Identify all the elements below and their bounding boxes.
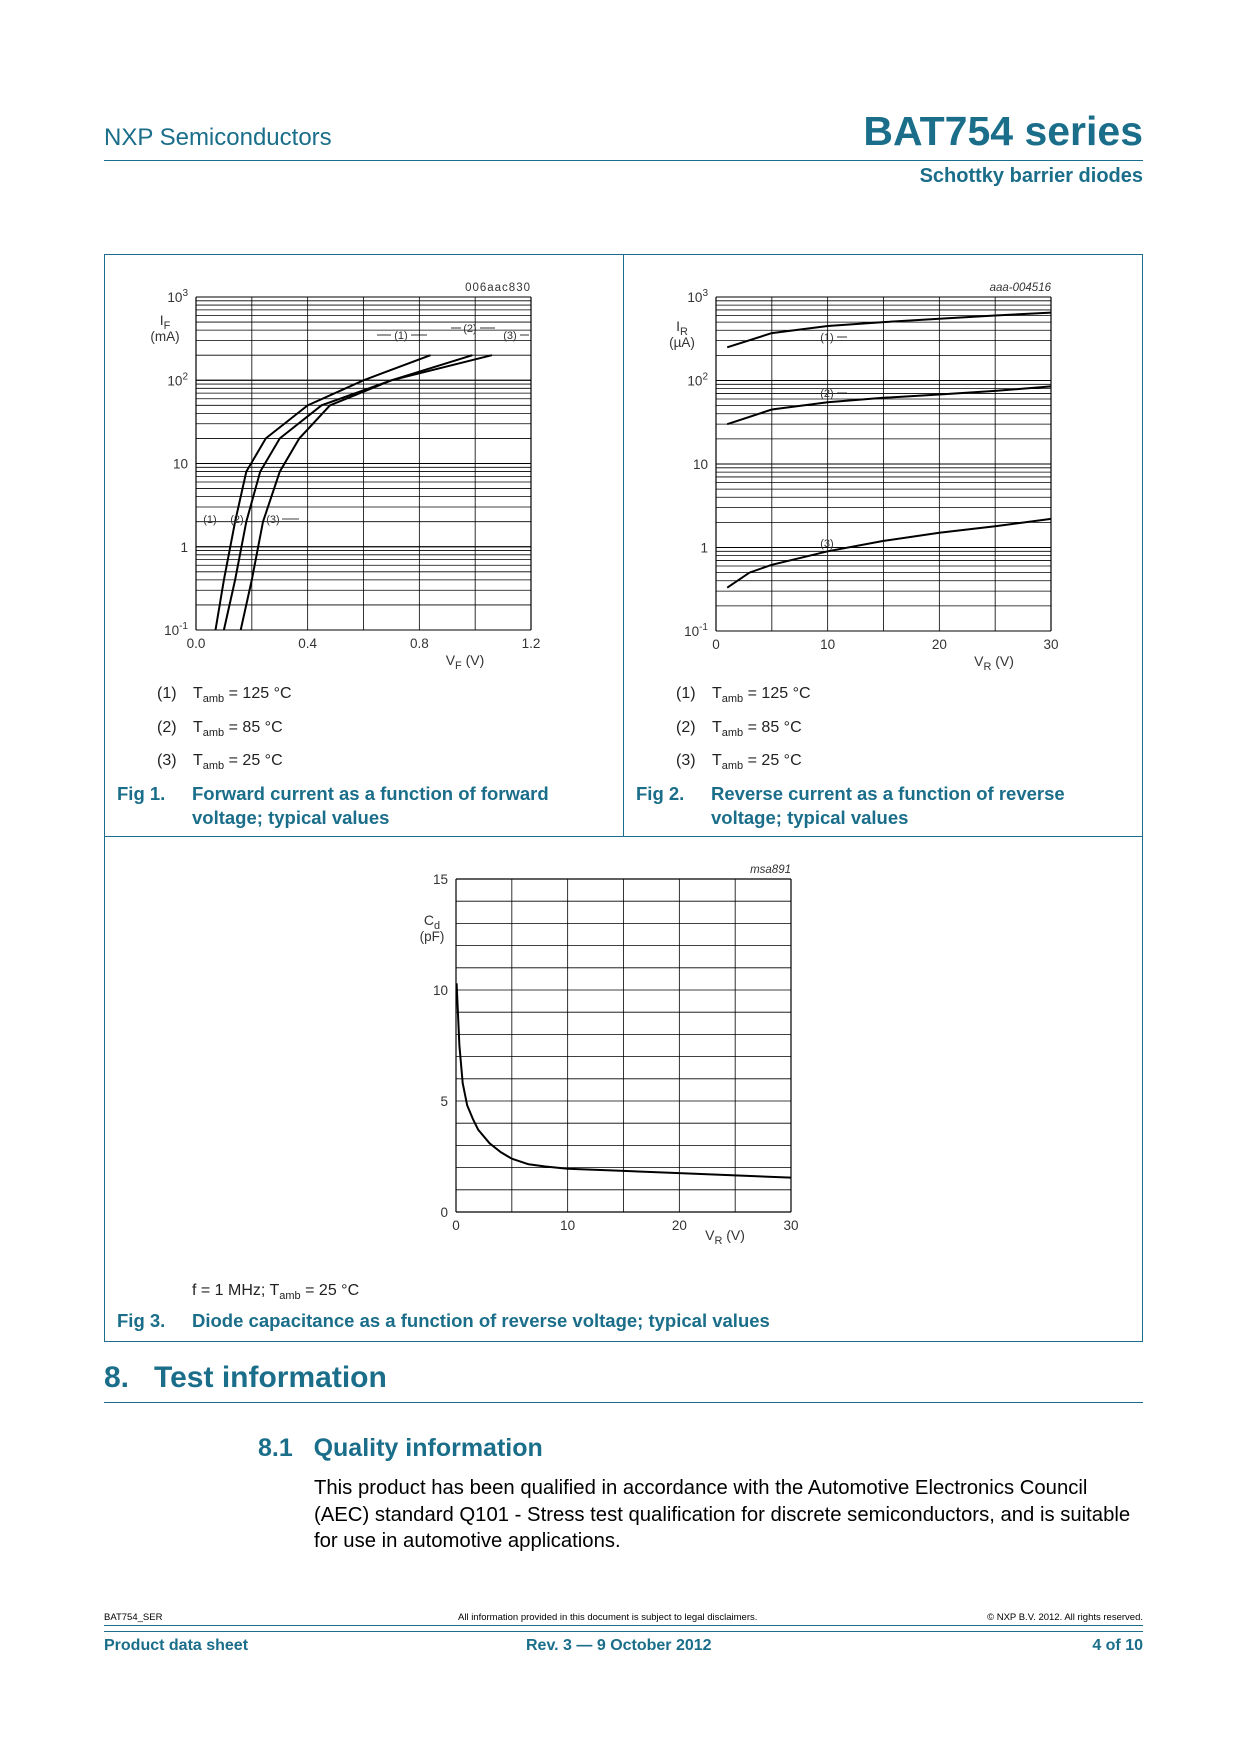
figure-2-number: Fig 2.	[636, 783, 685, 804]
figure-3-note: f = 1 MHz; $T_{amb} = 25$ °C	[192, 1282, 360, 1303]
y-tick-label: 0	[440, 1205, 448, 1220]
x-tick-label: 0	[452, 1218, 460, 1233]
x-tick-label: 1.2	[521, 636, 541, 651]
footer-revision: Rev. 3 — 9 October 2012	[526, 1637, 712, 1654]
curve-label: (3)	[503, 330, 517, 342]
curve-label: (1)	[203, 514, 217, 526]
figure-code: aaa-004516	[989, 282, 1051, 294]
y-tick-label: 10	[692, 457, 708, 472]
x-tick-label: 0.0	[186, 636, 206, 651]
figure-3-caption-text: Diode capacitance as a function of reverse voltage; typical values	[192, 1310, 770, 1331]
y-tick-label: $10^2$	[687, 371, 708, 389]
curve-label: (3)	[820, 538, 834, 550]
series-line-3	[727, 519, 1051, 588]
y-axis-unit: (µA)	[669, 335, 695, 350]
legend-item: (2) $T_{amb} = 85$ °C	[676, 718, 802, 739]
curve-label: (3)	[266, 514, 280, 526]
curve-label: (1)	[394, 330, 408, 342]
x-axis-label: $V_R$ (V)	[974, 653, 1014, 673]
x-tick-label: 30	[783, 1218, 799, 1233]
figure-2-caption	[636, 782, 1126, 832]
legend-item: (2) $T_{amb} = 85$ °C	[157, 718, 283, 739]
x-axis-label: $V_F$ (V)	[445, 652, 485, 672]
series-line-2	[224, 355, 473, 630]
footer-copyright: © NXP B.V. 2012. All rights reserved.	[987, 1612, 1143, 1623]
y-axis-label: $C_d$	[423, 912, 441, 932]
figure-2-caption-text: Reverse current as a function of reverse voltage; typical values	[711, 783, 1065, 828]
legend-item: (1) $T_{amb} = 125$ °C	[157, 685, 292, 706]
capacitance-chart	[105, 837, 1144, 1343]
legend-item: (3) $T_{amb} = 25$ °C	[676, 752, 802, 773]
y-tick-label: 1	[180, 539, 188, 555]
figure-1-number: Fig 1.	[117, 783, 166, 804]
figure-1-legend	[157, 680, 292, 781]
curve-label: (2)	[230, 514, 244, 526]
y-axis-label: $I_F$	[159, 312, 171, 332]
footer-rule	[104, 1625, 1143, 1626]
y-tick-label: 5	[440, 1094, 448, 1109]
subsection-heading: 8.1 Quality information	[258, 1434, 543, 1462]
series-line-3	[241, 355, 492, 630]
curve-label: (2)	[463, 323, 477, 335]
y-tick-label: $10^2$	[167, 371, 188, 389]
figure-code: msa891	[750, 864, 791, 876]
footer-doc-type: Product data sheet	[104, 1637, 249, 1654]
figure-1-caption	[117, 782, 607, 832]
figure-1-caption-text: Forward current as a function of forward voltage; typical values	[192, 783, 549, 828]
x-tick-label: 10	[560, 1218, 576, 1233]
x-tick-label: 30	[1043, 637, 1059, 652]
y-axis-unit: (mA)	[150, 329, 180, 344]
y-tick-label: 15	[432, 872, 448, 887]
x-tick-label: 10	[820, 637, 836, 652]
figure-2-legend	[676, 680, 811, 781]
figure-2-panel	[623, 254, 1143, 837]
y-tick-label: $10^3$	[687, 288, 708, 305]
x-axis-label: $V_R$ (V)	[705, 1227, 745, 1247]
footer-doc-id: BAT754_SER	[104, 1612, 163, 1623]
figure-3-panel	[104, 836, 1143, 1342]
y-tick-label: 10	[172, 456, 188, 472]
figure-3-number: Fig 3.	[117, 1310, 166, 1331]
figure-1-panel	[104, 254, 624, 837]
x-tick-label: 0.8	[409, 636, 429, 651]
y-tick-label: $10^3$	[167, 288, 188, 305]
curve-label: (2)	[820, 388, 834, 400]
header-product-title: BAT754 series	[863, 108, 1143, 154]
y-axis-label: $I_R$	[676, 318, 688, 338]
curve-label: (1)	[820, 332, 834, 344]
section-heading: 8. Test information	[104, 1361, 387, 1394]
subsection-body: This product has been qualified in accordance with the Automotive Electronics Council (AEC) standard Q101 - Stress test qualification for discrete semiconductors, and is suitable for use in automotive applications.	[314, 1477, 1131, 1552]
y-tick-label: 10	[432, 983, 448, 998]
x-tick-label: 0	[712, 637, 720, 652]
figure-3-caption	[117, 1309, 1117, 1335]
footer-page-number: 4 of 10	[1092, 1637, 1143, 1654]
y-tick-label: $10^{-1}$	[684, 622, 708, 639]
y-tick-label: 1	[700, 540, 708, 556]
x-tick-label: 0.4	[298, 636, 318, 651]
footer-disclaimer: All information provided in this document is subject to legal disclaimers.	[458, 1612, 758, 1623]
y-tick-label: $10^{-1}$	[164, 621, 188, 638]
x-tick-label: 20	[671, 1218, 687, 1233]
figure-code: 006aac830	[465, 282, 531, 294]
y-axis-unit: (pF)	[419, 929, 445, 944]
legend-item: (3) $T_{amb} = 25$ °C	[157, 752, 283, 773]
x-tick-label: 20	[931, 637, 947, 652]
section-rule	[104, 1402, 1143, 1403]
header-company: NXP Semiconductors	[104, 124, 332, 151]
header-rule	[104, 160, 1143, 161]
legend-item: (1) $T_{amb} = 125$ °C	[676, 685, 811, 706]
footer-rule	[104, 1631, 1143, 1632]
series-line-1	[216, 355, 431, 630]
header-subtitle: Schottky barrier diodes	[919, 165, 1143, 187]
